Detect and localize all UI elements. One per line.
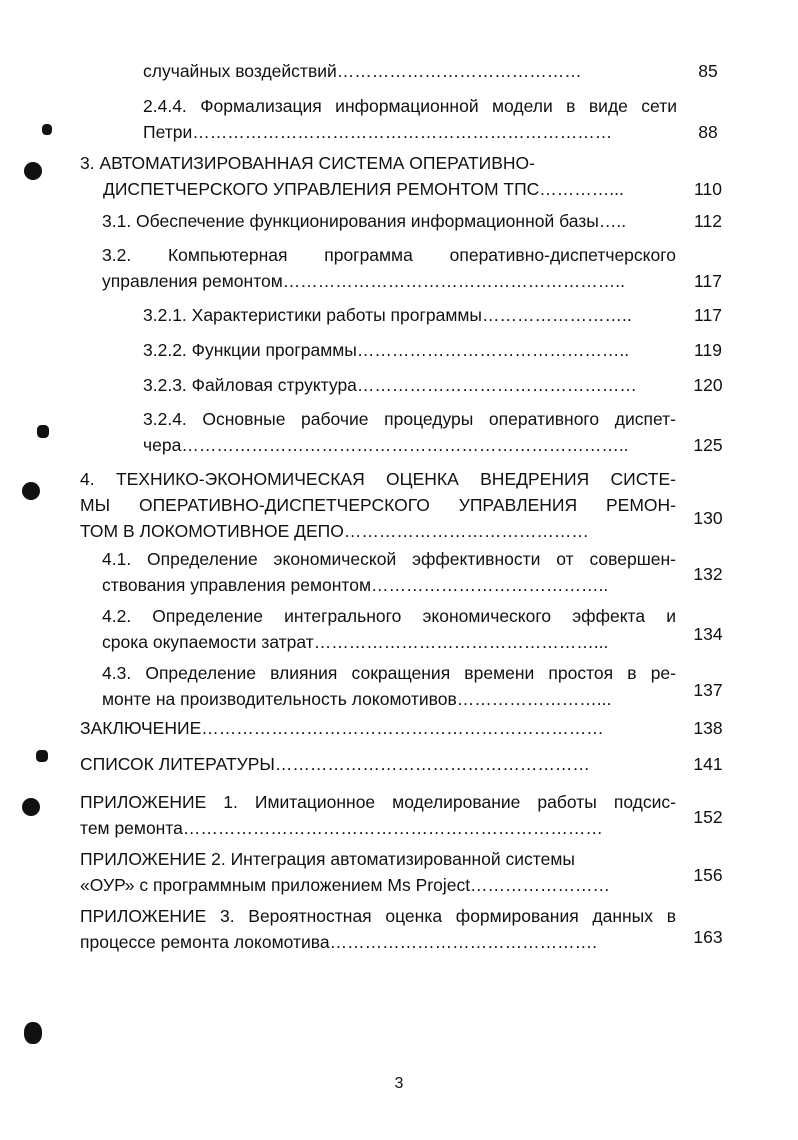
toc-entry-line: 3.2. Компьютерная программа оперативно-диспетчерского: [102, 245, 676, 265]
toc-entry-line: тем ремонта………………………………………………………………: [80, 818, 603, 838]
toc-page-number: 138: [693, 718, 723, 738]
toc-entry-line: ПРИЛОЖЕНИЕ 2. Интеграция автоматизированной системы: [80, 849, 575, 869]
punch-speck: [36, 750, 48, 762]
toc-entry[interactable]: [102, 242, 676, 294]
toc-page-number: 134: [693, 624, 723, 644]
toc-entry[interactable]: [143, 58, 675, 84]
toc-entry-line: 4.3. Определение влияния сокращения времени простоя в ре-: [102, 663, 676, 683]
toc-page-number: 85: [698, 61, 718, 81]
toc-page-number: 117: [694, 305, 722, 325]
page-number: 3: [394, 1075, 404, 1092]
toc-page-number: 117: [694, 271, 722, 291]
toc-page-number: 119: [694, 340, 722, 360]
toc-entry-line: 4.2. Определение интегрального экономического эффекта и: [102, 606, 676, 626]
toc-entry-line: ДИСПЕТЧЕРСКОГО УПРАВЛЕНИЯ РЕМОНТОМ ТПС…………...: [103, 179, 624, 199]
toc-page-number: 130: [693, 508, 723, 528]
toc-page-number: 132: [693, 564, 723, 584]
toc-page-number: 163: [693, 927, 723, 947]
toc-entry[interactable]: [102, 603, 676, 655]
punch-speck: [42, 124, 52, 135]
toc-page-number: 137: [693, 680, 723, 700]
toc-entry-line: ЗАКЛЮЧЕНИЕ……………………………………………………………: [80, 718, 604, 738]
toc-entry[interactable]: [143, 406, 676, 458]
toc-page-number: 125: [693, 435, 723, 455]
toc-entry-line: ПРИЛОЖЕНИЕ 1. Имитационное моделирование работы подсис-: [80, 792, 676, 812]
toc-entry-line: МЫ ОПЕРАТИВНО-ДИСПЕТЧЕРСКОГО УПРАВЛЕНИЯ РЕМОН-: [80, 495, 676, 515]
toc-entry[interactable]: [80, 789, 676, 841]
toc-page-number: 156: [693, 865, 723, 885]
punch-hole: [24, 1022, 42, 1044]
toc-entry[interactable]: [143, 93, 677, 145]
toc-entry[interactable]: [80, 715, 676, 741]
punch-hole: [24, 162, 42, 180]
toc-entry[interactable]: [143, 372, 676, 398]
toc-entry-line: монте на производительность локомотивов……………………...: [102, 689, 612, 709]
toc-entry[interactable]: [102, 546, 676, 598]
toc-entry-line: срока окупаемости затрат…………………………………………...: [102, 632, 609, 652]
toc-page-number: 112: [694, 211, 722, 231]
punch-speck: [37, 425, 49, 438]
toc-entry-line: ПРИЛОЖЕНИЕ 3. Вероятностная оценка формирования данных в: [80, 906, 676, 926]
toc-entry-line: 3.1. Обеспечение функционирования информационной базы…..: [102, 211, 627, 231]
toc-entry[interactable]: [80, 903, 676, 955]
toc-page-number: 120: [693, 375, 723, 395]
toc-entry-line: 3.2.1. Характеристики работы программы……………………..: [143, 305, 632, 325]
toc-entry-line: ствования управления ремонтом…………………………………..: [102, 575, 609, 595]
toc-entry-line: «ОУР» с программным приложением Ms Project……………………: [80, 875, 611, 895]
toc-entry[interactable]: [80, 466, 676, 544]
toc-entry-line: 3.2.2. Функции программы………………………………………..: [143, 340, 630, 360]
toc-entry-line: 3.2.4. Основные рабочие процедуры оперативного диспет-: [143, 409, 676, 429]
toc-entry-line: управления ремонтом…………………………………………………..: [102, 271, 626, 291]
toc-entry-line: Петри………………………………………………………………: [143, 122, 613, 142]
toc-page-number: 110: [694, 179, 722, 199]
toc-entry[interactable]: [102, 660, 676, 712]
toc-page-number: 141: [693, 754, 723, 774]
toc-entry-line: 4.1. Определение экономической эффективности от совершен-: [102, 549, 676, 569]
toc-entry-line: 4. ТЕХНИКО-ЭКОНОМИЧЕСКАЯ ОЦЕНКА ВНЕДРЕНИЯ СИСТЕ-: [80, 469, 676, 489]
toc-entry-line: чера…………………………………………………………………..: [143, 435, 629, 455]
toc-page-number: 152: [693, 807, 723, 827]
toc-entry-line: случайных воздействий……………………………………: [143, 61, 582, 81]
toc-entry-line: СПИСОК ЛИТЕРАТУРЫ………………………………………………: [80, 754, 590, 774]
toc-entry-line: 3.2.3. Файловая структура…………………………………………: [143, 375, 637, 395]
toc-entry[interactable]: [80, 751, 676, 777]
toc-entry-line: процессе ремонта локомотива……………………………………….: [80, 932, 597, 952]
toc-entry[interactable]: [102, 208, 676, 234]
toc-entry-line: 3. АВТОМАТИЗИРОВАННАЯ СИСТЕМА ОПЕРАТИВНО-: [80, 153, 535, 173]
toc-entry-line: ТОМ В ЛОКОМОТИВНОЕ ДЕПО……………………………………: [80, 521, 589, 541]
punch-hole: [22, 482, 40, 500]
toc-entry[interactable]: [80, 150, 676, 202]
toc-page-number: 88: [698, 122, 718, 142]
toc-entry[interactable]: [143, 337, 676, 363]
toc-entry[interactable]: [143, 302, 676, 328]
punch-hole: [22, 798, 40, 816]
toc-entry[interactable]: [80, 846, 676, 898]
toc-entry-line: 2.4.4. Формализация информационной модели в виде сети: [143, 96, 677, 116]
